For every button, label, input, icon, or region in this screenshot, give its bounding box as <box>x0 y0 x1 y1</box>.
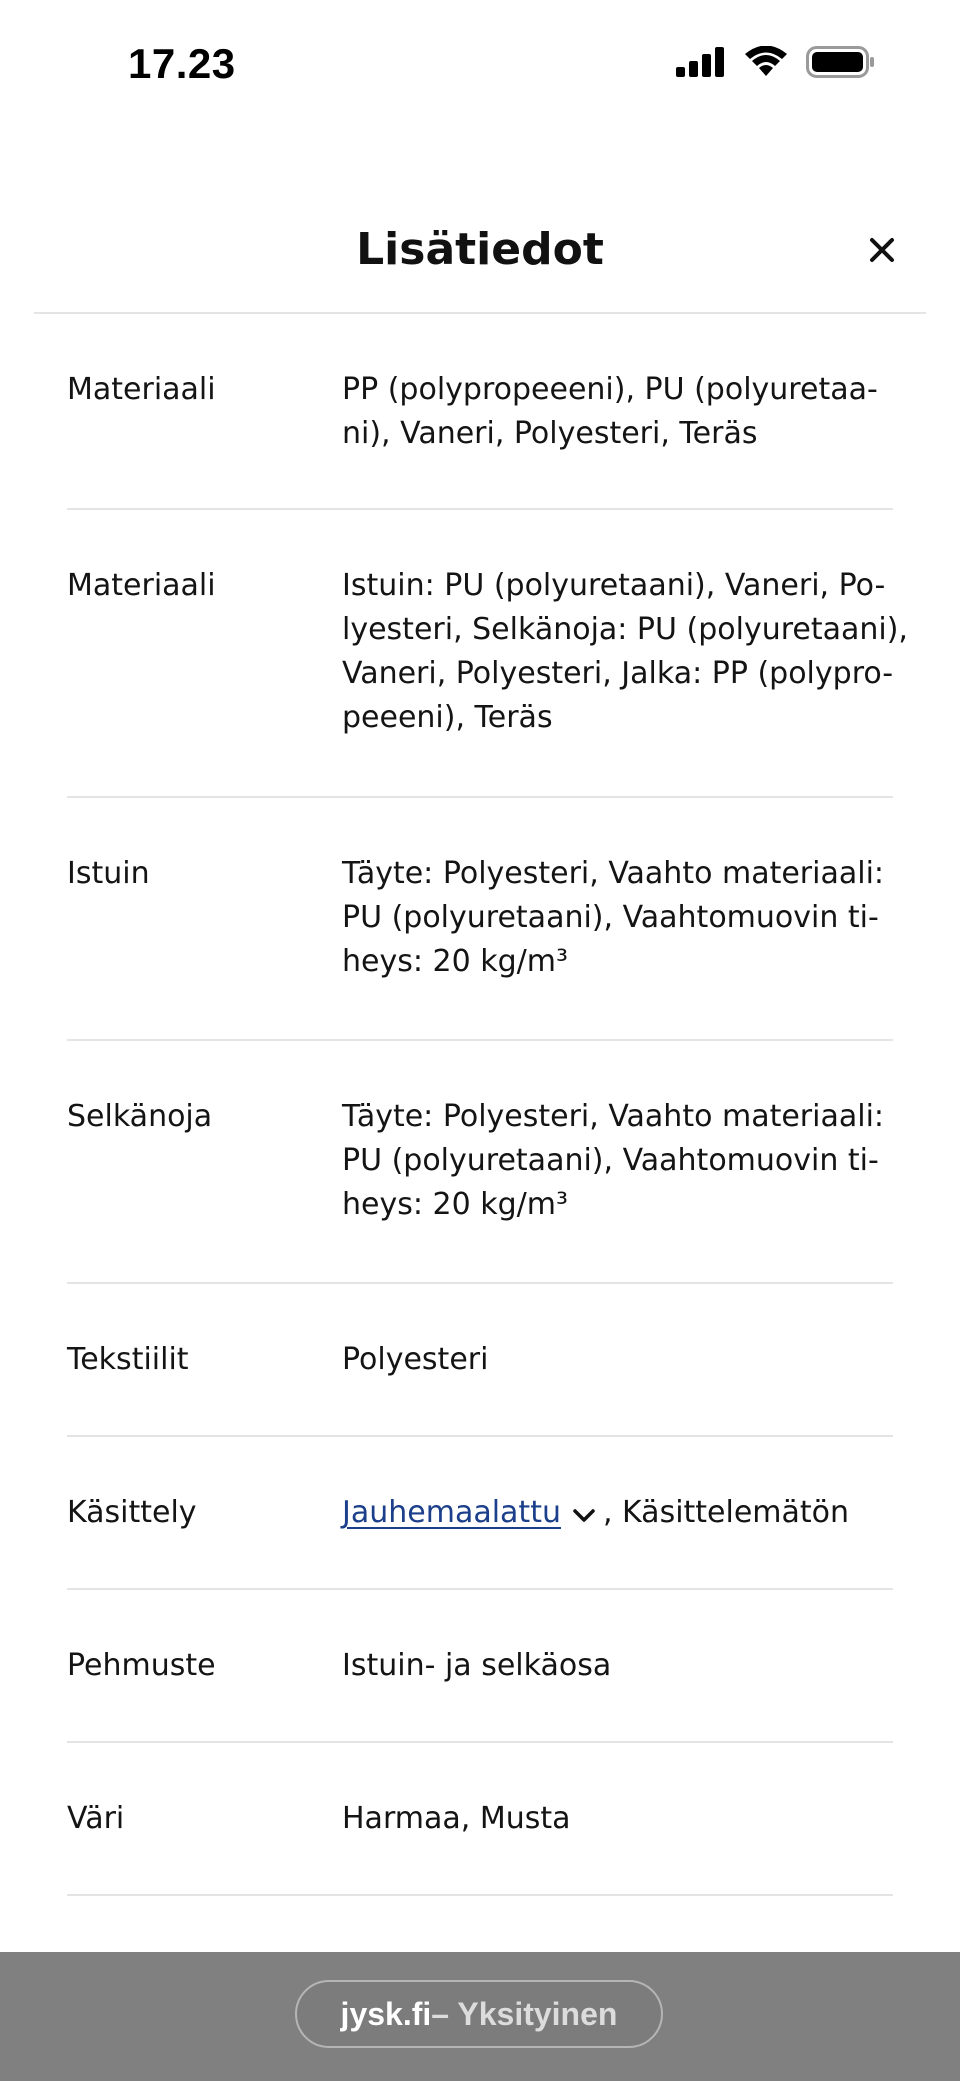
spec-label: Materiaali <box>67 372 216 407</box>
spec-label: Tekstiilit <box>67 1342 189 1377</box>
status-icons <box>676 46 876 82</box>
spec-row-tekstiilit <box>67 1284 893 1437</box>
spec-value-line <box>342 1491 892 1536</box>
spec-value-line: Täyte: Polyesteri, Vaahto materiaali: <box>342 1099 885 1134</box>
spec-value-line: ni), Vaneri, Polyesteri, Teräs <box>342 416 758 451</box>
spec-label: Materiaali <box>67 568 216 603</box>
spec-list <box>67 314 908 1896</box>
spec-value-line: PP (polypropeeeni), PU (polyuretaa- <box>342 372 878 407</box>
spec-row-pehmuste <box>67 1590 893 1743</box>
spec-label: Selkänoja <box>67 1099 213 1134</box>
spec-value <box>342 852 892 984</box>
cellular-signal-icon <box>676 47 726 81</box>
wifi-icon <box>744 46 788 82</box>
spec-value <box>342 1338 892 1382</box>
spec-row-istuin <box>67 798 893 1041</box>
spec-row-kasittely <box>67 1437 893 1590</box>
spec-row-materiaali-detail <box>67 510 908 798</box>
spec-label: Pehmuste <box>67 1648 216 1683</box>
sheet-header <box>34 200 926 314</box>
spec-value <box>342 1095 892 1227</box>
spec-value <box>342 564 908 740</box>
browser-bottom-bar <box>0 1952 960 2081</box>
treatment-link[interactable]: Jauhemaalattu <box>342 1495 561 1530</box>
status-bar <box>0 0 960 130</box>
private-mode-label: – Yksityinen <box>431 1995 618 2032</box>
close-icon <box>869 237 895 267</box>
sheet-title: Lisätiedot <box>356 224 604 275</box>
spec-value-line: peeeni), Teräs <box>342 700 553 735</box>
battery-icon <box>806 46 876 82</box>
spec-label: Väri <box>67 1801 125 1836</box>
treatment-suffix: , Käsittelemätön <box>602 1495 850 1530</box>
spec-value-line: heys: 20 kg/m³ <box>342 1187 568 1222</box>
spec-value-line: PU (polyuretaani), Vaahtomuovin ti- <box>342 1143 879 1178</box>
spec-value-line: Täyte: Polyesteri, Vaahto materiaali: <box>342 856 885 891</box>
spec-value-line: Vaneri, Polyesteri, Jalka: PP (polypro- <box>342 656 894 691</box>
spec-value-line: Polyesteri <box>342 1342 489 1377</box>
spec-row-selkanoja <box>67 1041 893 1284</box>
spec-value-line: PU (polyuretaani), Vaahtomuovin ti- <box>342 900 879 935</box>
spec-value <box>342 1644 892 1688</box>
address-bar[interactable] <box>295 1980 663 2048</box>
spec-value <box>342 1491 892 1536</box>
address-domain: jysk.fi <box>340 1995 432 2032</box>
close-button[interactable] <box>860 230 904 274</box>
chevron-down-icon[interactable] <box>573 1492 595 1536</box>
spec-value-line: Istuin- ja selkäosa <box>342 1648 612 1683</box>
spec-value-line: heys: 20 kg/m³ <box>342 944 568 979</box>
spec-value-line: Harmaa, Musta <box>342 1801 571 1836</box>
spec-row-vari <box>67 1743 893 1896</box>
status-time: 17.23 <box>128 40 236 87</box>
spec-value <box>342 1797 892 1841</box>
spec-value-line: Istuin: PU (polyuretaani), Vaneri, Po- <box>342 568 886 603</box>
spec-label: Istuin <box>67 856 150 891</box>
spec-row-materiaali <box>67 314 893 510</box>
spec-value <box>342 368 892 456</box>
spec-value-line: lyesteri, Selkänoja: PU (polyuretaani), <box>342 612 908 647</box>
spec-label: Käsittely <box>67 1495 197 1530</box>
